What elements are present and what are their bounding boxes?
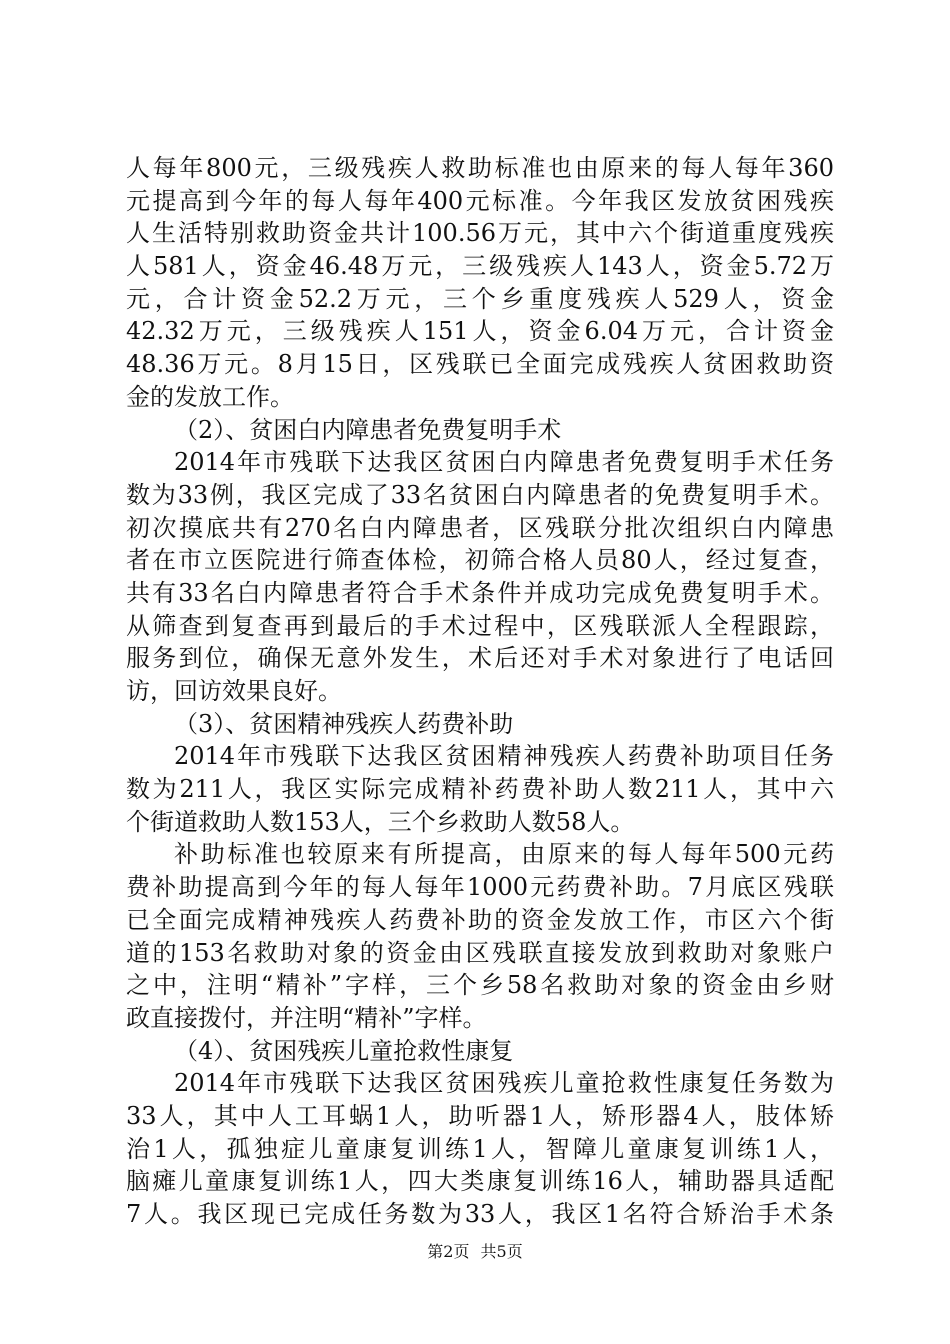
text-line: 元，合计资金52.2万元，三个乡重度残疾人529人，资金: [126, 284, 834, 313]
document-body: [126, 152, 834, 1231]
text-line: （3）、贫困精神残疾人药费补助: [174, 709, 514, 738]
text-line: 人581人，资金46.48万元，三级残疾人143人，资金5.72万: [126, 252, 834, 281]
text-line: 访，回访效果良好。: [126, 677, 342, 705]
text-line: 费补助提高到今年的每人每年1000元药费补助。7月底区残联: [126, 873, 834, 902]
text-line: 者在市立医院进行筛查体检，初筛合格人员80人，经过复查，: [126, 546, 834, 575]
text-line: 数为211人，我区实际完成精补药费补助人数211人，其中六: [126, 775, 834, 804]
text-line: 42.32万元，三级残疾人151人，资金6.04万元，合计资金: [126, 317, 834, 346]
text-line: 2014年市残联下达我区贫困精神残疾人药费补助项目任务: [174, 742, 834, 771]
section-heading: [126, 1035, 834, 1068]
body-paragraph: [126, 740, 834, 838]
text-line: （4）、贫困残疾儿童抢救性康复: [174, 1036, 514, 1065]
page-footer: [0, 1242, 950, 1262]
body-paragraph: [126, 838, 834, 1034]
section-heading: [126, 708, 834, 741]
text-line: 共有33名白内障患者符合手术条件并成功完成免费复明手术。: [126, 578, 834, 607]
page-total: 共5页: [480, 1242, 523, 1261]
text-line: 2014年市残联下达我区贫困残疾儿童抢救性康复任务数为: [174, 1069, 834, 1098]
text-line: 从筛查到复查再到最后的手术过程中，区残联派人全程跟踪，: [126, 611, 834, 640]
page-number: 第2页: [427, 1242, 470, 1261]
text-line: （2）、贫困白内障患者免费复明手术: [174, 415, 562, 444]
text-line: 元提高到今年的每人每年400元标准。今年我区发放贫困残疾: [126, 186, 834, 215]
text-line: 服务到位，确保无意外发生，术后还对手术对象进行了电话回: [126, 644, 834, 673]
text-line: 人生活特别救助资金共计100.56万元，其中六个街道重度残疾: [126, 219, 834, 248]
text-line: 33人，其中人工耳蜗1人，助听器1人，矫形器4人，肢体矫: [126, 1101, 834, 1130]
text-line: 初次摸底共有270名白内障患者，区残联分批次组织白内障患: [126, 513, 834, 542]
text-line: 政直接拨付，并注明“精补”字样。: [126, 1003, 487, 1032]
text-line: 补助标准也较原来有所提高，由原来的每人每年500元药: [174, 840, 834, 869]
text-line: 脑瘫儿童康复训练1人，四大类康复训练16人，辅助器具适配: [126, 1167, 834, 1196]
text-line: 人每年800元，三级残疾人救助标准也由原来的每人每年360: [126, 154, 834, 182]
text-line: 48.36万元。8月15日，区残联已全面完成残疾人贫困救助资: [126, 350, 834, 379]
text-line: 个街道救助人数153人，三个乡救助人数58人。: [126, 807, 635, 836]
text-line: 金的发放工作。: [126, 382, 294, 411]
body-paragraph: [126, 152, 834, 414]
section-heading: [126, 414, 834, 447]
body-paragraph: [126, 446, 834, 708]
text-line: 之中，注明“精补”字样，三个乡58名救助对象的资金由乡财: [126, 971, 834, 1000]
text-line: 已全面完成精神残疾人药费补助的资金发放工作，市区六个街: [126, 905, 834, 934]
text-line: 道的153名救助对象的资金由区残联直接发放到救助对象账户: [126, 938, 834, 967]
body-paragraph: [126, 1067, 834, 1230]
text-line: 7人。我区现已完成任务数为33人，我区1名符合矫治手术条: [126, 1200, 834, 1228]
text-line: 2014年市残联下达我区贫困白内障患者免费复明手术任务: [174, 448, 834, 477]
text-line: 治1人，孤独症儿童康复训练1人，智障儿童康复训练1人，: [126, 1134, 834, 1163]
text-line: 数为33例，我区完成了33名贫困白内障患者的免费复明手术。: [126, 480, 834, 509]
